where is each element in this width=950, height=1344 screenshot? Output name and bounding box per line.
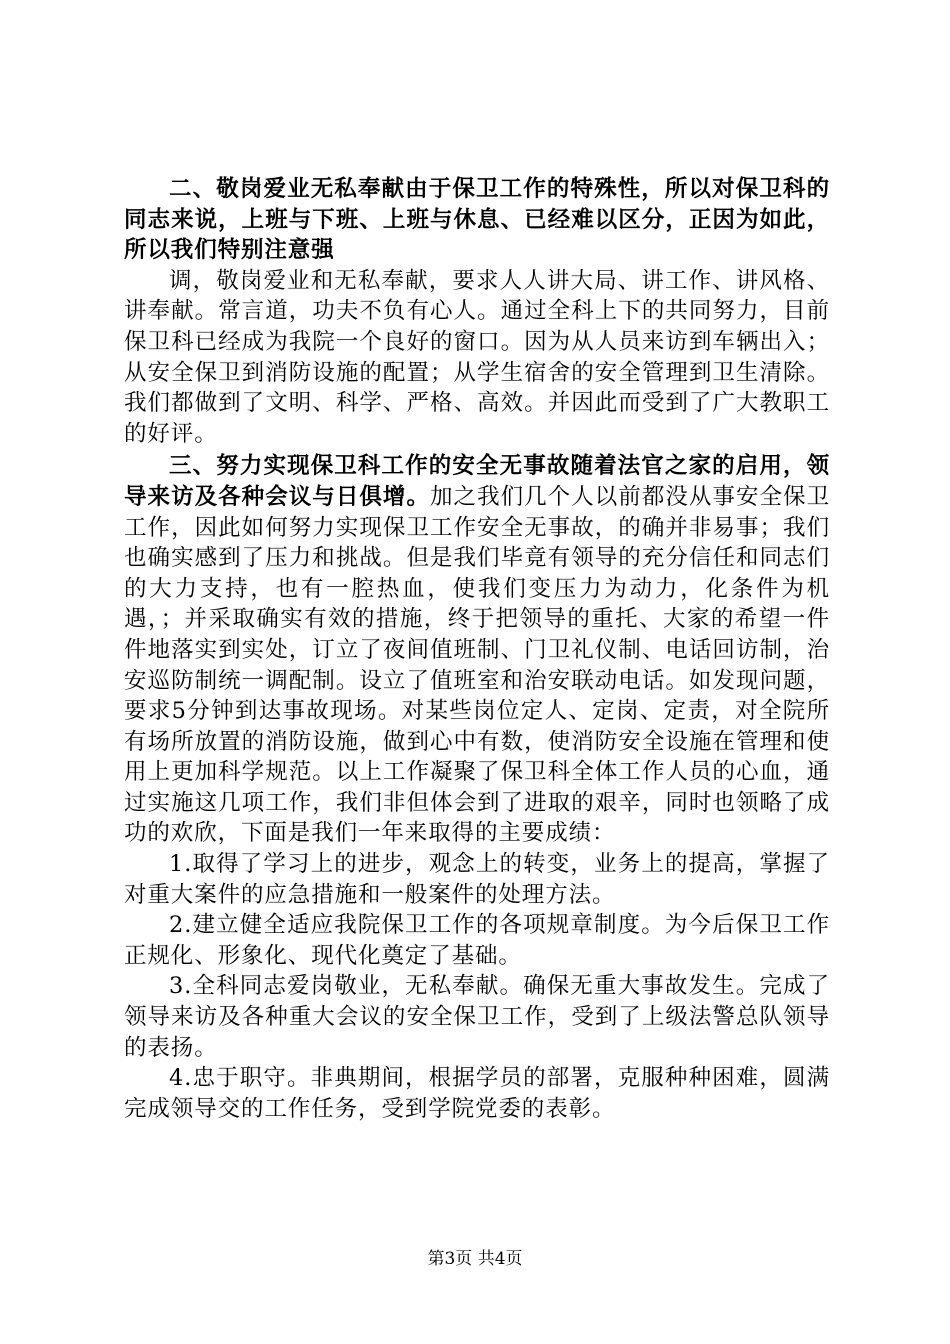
achievement-item-2: 2.建立健全适应我院保卫工作的各项规章制度。为今后保卫工作正规化、形象化、现代化奠定了基础。: [124, 912, 830, 969]
section-2-heading: 二、敬岗爱业无私奉献由于保卫工作的特殊性，所以对保卫科的同志来说，上班与下班、上班与休息、已经难以区分，正因为如此，所以我们特别注意强: [124, 176, 830, 264]
page-number-footer: 第3页 共4页: [427, 1249, 523, 1269]
section-3-paragraph: [124, 451, 830, 849]
achievement-item-3: 3.全科同志爱岗敬业，无私奉献。确保无重大事故发生。完成了领导来访及各种重大会议的安全保卫工作，受到了上级法警总队领导的表扬。: [124, 973, 830, 1061]
document-body: [124, 174, 830, 1124]
achievement-item-1: 1.取得了学习上的进步，观念上的转变，业务上的提高，掌握了对重大案件的应急措施和一般案件的处理方法。: [124, 851, 830, 908]
section-3-heading: 三、努力实现保卫科工作的安全无事故随着法官之家的启用，领导来访及各种会议与日俱增。: [124, 453, 830, 510]
section-3-body: 加之我们几个人以前都没从事安全保卫工作，因此如何努力实现保卫工作安全无事故，的确并非易事；我们也确实感到了压力和挑战。但是我们毕竟有领导的充分信任和同志们的大力支持，也有一腔热血，使我们变压力为动力，化条件为机遇，；并采取确实有效的措施，终于把领导的重托、大家的希望一件件地落实到实处，订立了夜间值班制、门卫礼仪制、电话回访制，治安巡防制统一调配制。设立了值班室和治安联动电话。如发现问题，要求5分钟到达事故现场。对某些岗位定人、定岗、定责，对全院所有场所放置的消防设施，做到心中有数，使消防安全设施在管理和使用上更加科学规范。以上工作凝聚了保卫科全体工作人员的心血，通过实施这几项工作，我们非但体会到了进取的艰辛，同时也领略了成功的欢欣，下面是我们一年来取得的主要成绩：: [124, 483, 830, 847]
section-2-body: 调，敬岗爱业和无私奉献，要求人人讲大局、讲工作、讲风格、讲奉献。常言道，功夫不负有心人。通过全科上下的共同努力，目前保卫科已经成为我院一个良好的窗口。因为从人员来访到车辆出入；从安全保卫到消防设施的配置；从学生宿舍的安全管理到卫生清除。我们都做到了文明、科学、严格、高效。并因此而受到了广大教职工的好评。: [124, 267, 830, 447]
achievement-item-4: 4.忠于职守。非典期间，根据学员的部署，克服种种困难，圆满完成领导交的工作任务，受到学院党委的表彰。: [124, 1065, 830, 1122]
